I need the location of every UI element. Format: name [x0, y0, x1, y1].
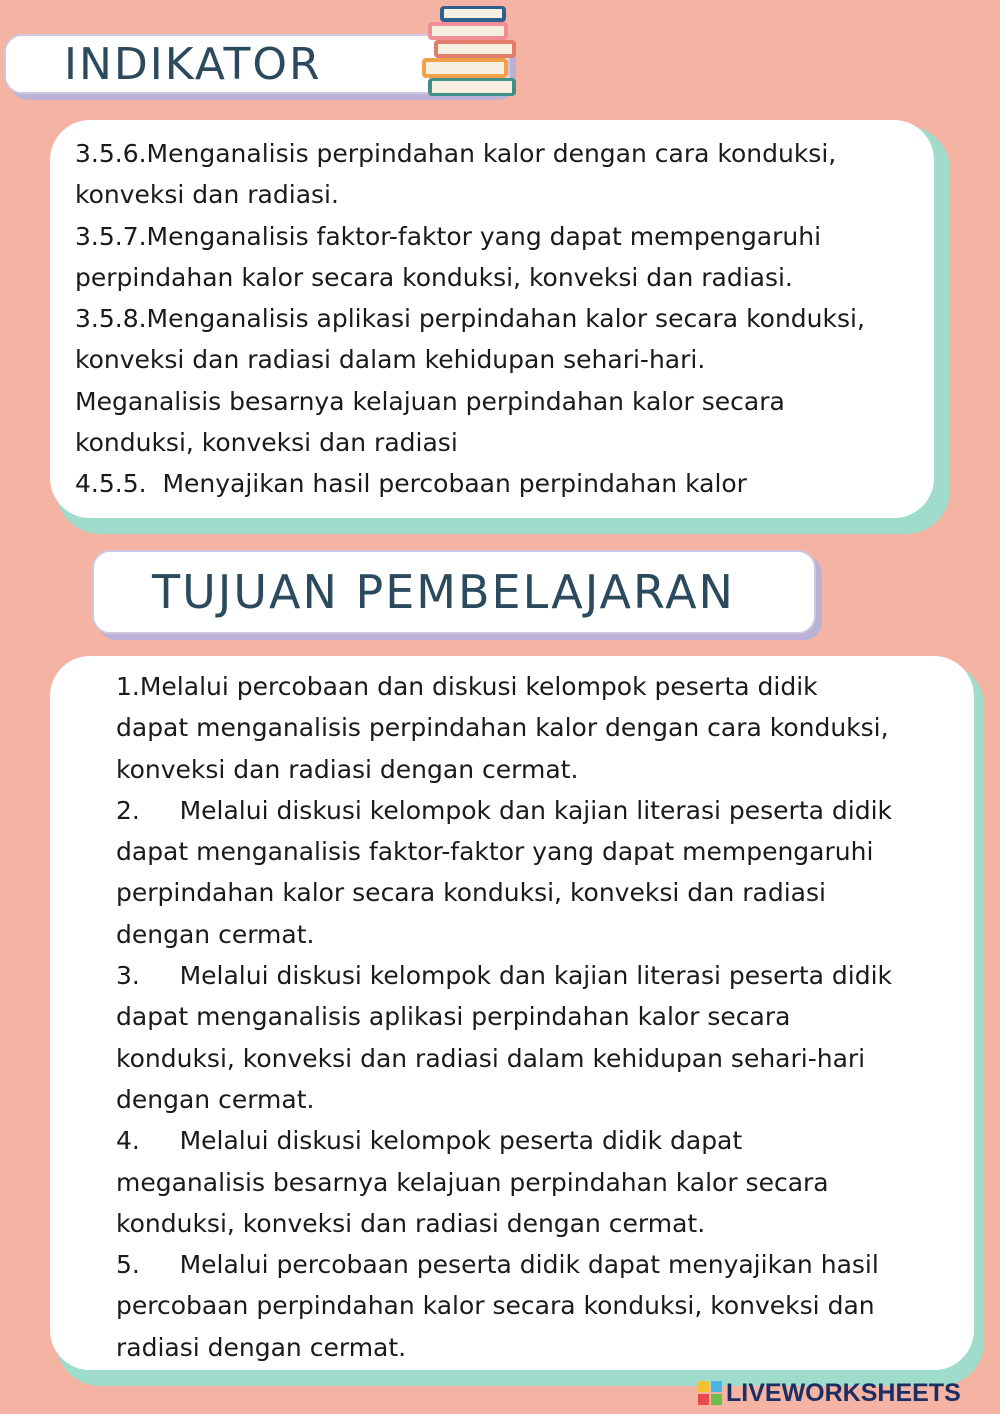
tujuan-line: 2. Melalui diskusi kelompok dan kajian literasi peserta didik — [116, 795, 892, 825]
tujuan-line: konduksi, konveksi dan radiasi dengan cermat. — [116, 1208, 706, 1238]
tujuan-line: meganalisis besarnya kelajuan perpindahan kalor secara — [116, 1167, 829, 1197]
indikator-line: konveksi dan radiasi. — [75, 180, 339, 210]
indikator-line: konveksi dan radiasi dalam kehidupan sehari-hari. — [75, 345, 706, 375]
indikator-line: konduksi, konveksi dan radiasi — [75, 428, 458, 458]
indikator-line: 4.5.5. Menyajikan hasil percobaan perpindahan kalor — [75, 469, 747, 499]
tujuan-line: dengan cermat. — [116, 1084, 315, 1114]
liveworksheets-brand: LIVEWORKSHEETS — [726, 1378, 961, 1407]
indikator-line: 3.5.7.Menganalisis faktor-faktor yang dapat mempengaruhi — [75, 221, 822, 251]
liveworksheets-footer[interactable] — [698, 1378, 961, 1408]
tujuan-line: konduksi, konveksi dan radiasi dalam kehidupan sehari-hari — [116, 1043, 866, 1073]
tujuan-line: percobaan perpindahan kalor secara konduksi, konveksi dan — [116, 1291, 875, 1321]
tujuan-line: dengan cermat. — [116, 919, 315, 949]
tujuan-line: dapat menganalisis perpindahan kalor dengan cara konduksi, — [116, 713, 889, 743]
tujuan-line: dapat menganalisis faktor-faktor yang dapat mempengaruhi — [116, 837, 874, 867]
tujuan-title-text: TUJUAN PEMBELAJARAN — [152, 565, 735, 619]
indikator-line: 3.5.8.Menganalisis aplikasi perpindahan kalor secara konduksi, — [75, 304, 865, 334]
indikator-title-text: INDIKATOR — [64, 38, 322, 90]
liveworksheets-logo-icon — [698, 1381, 722, 1405]
tujuan-line: 3. Melalui diskusi kelompok dan kajian literasi peserta didik — [116, 961, 892, 991]
tujuan-line: perpindahan kalor secara konduksi, konveksi dan radiasi — [116, 878, 826, 908]
stack-of-books-icon — [418, 0, 522, 104]
tujuan-list — [116, 666, 892, 1368]
tujuan-line: 1.Melalui percobaan dan diskusi kelompok peserta didik — [116, 672, 818, 701]
tujuan-line: konveksi dan radiasi dengan cermat. — [116, 754, 579, 784]
tujuan-line: 4. Melalui diskusi kelompok peserta didik dapat — [116, 1126, 743, 1156]
tujuan-line: radiasi dengan cermat. — [116, 1332, 407, 1362]
tujuan-title — [92, 550, 816, 634]
indikator-line: 3.5.6.Menganalisis perpindahan kalor dengan cara konduksi, — [75, 139, 837, 168]
indikator-line: perpindahan kalor secara konduksi, konveksi dan radiasi. — [75, 262, 793, 292]
tujuan-line: 5. Melalui percobaan peserta didik dapat menyajikan hasil — [116, 1250, 879, 1280]
indikator-list — [75, 133, 865, 505]
tujuan-line: dapat menganalisis aplikasi perpindahan kalor secara — [116, 1002, 791, 1032]
indikator-line: Meganalisis besarnya kelajuan perpindahan kalor secara — [75, 386, 785, 416]
